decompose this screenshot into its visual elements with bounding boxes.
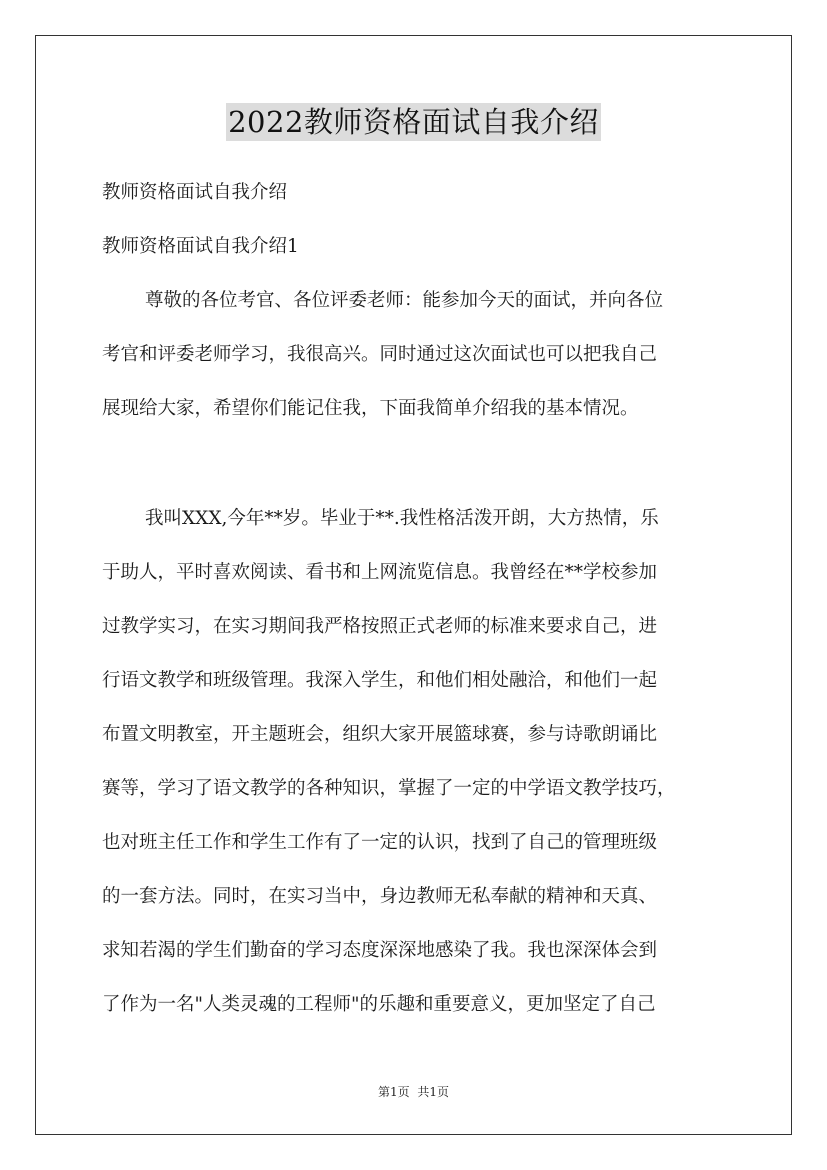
page-total: 共1页 <box>417 1085 449 1099</box>
page-number: 第1页 <box>378 1085 410 1099</box>
paragraph-line: 我叫XXX,今年**岁。毕业于**.我性格活泼开朗，大方热情，乐 <box>145 508 659 529</box>
section-heading: 教师资格面试自我介绍1 <box>102 236 299 257</box>
title-container <box>0 103 827 141</box>
paragraph-line: 过教学实习，在实习期间我严格按照正式老师的标准来要求自己，进 <box>102 616 658 637</box>
paragraph-line: 行语文教学和班级管理。我深入学生，和他们相处融洽，和他们一起 <box>102 670 658 691</box>
paragraph-line: 也对班主任工作和学生工作有了一定的认识，找到了自己的管理班级 <box>102 832 658 853</box>
page-footer <box>0 1084 827 1100</box>
paragraph-line: 赛等，学习了语文教学的各种知识，掌握了一定的中学语文教学技巧， <box>102 778 676 799</box>
paragraph-line: 尊敬的各位考官、各位评委老师：能参加今天的面试，并向各位 <box>145 290 664 311</box>
paragraph-line: 了作为一名"人类灵魂的工程师"的乐趣和重要意义，更加坚定了自己 <box>102 994 656 1015</box>
paragraph-line: 求知若渴的学生们勤奋的学习态度深深地感染了我。我也深深体会到 <box>102 940 658 961</box>
paragraph-line: 展现给大家，希望你们能记住我，下面我简单介绍我的基本情况。 <box>102 398 639 419</box>
document-subtitle: 教师资格面试自我介绍 <box>102 182 288 203</box>
paragraph-line: 布置文明教室，开主题班会，组织大家开展篮球赛，参与诗歌朗诵比 <box>102 724 658 745</box>
paragraph-line: 考官和评委老师学习，我很高兴。同时通过这次面试也可以把我自己 <box>102 344 658 365</box>
document-title: 2022教师资格面试自我介绍 <box>228 105 599 139</box>
paragraph-line: 的一套方法。同时，在实习当中，身边教师无私奉献的精神和天真、 <box>102 886 658 907</box>
paragraph-line: 于助人，平时喜欢阅读、看书和上网流览信息。我曾经在**学校参加 <box>102 562 658 583</box>
